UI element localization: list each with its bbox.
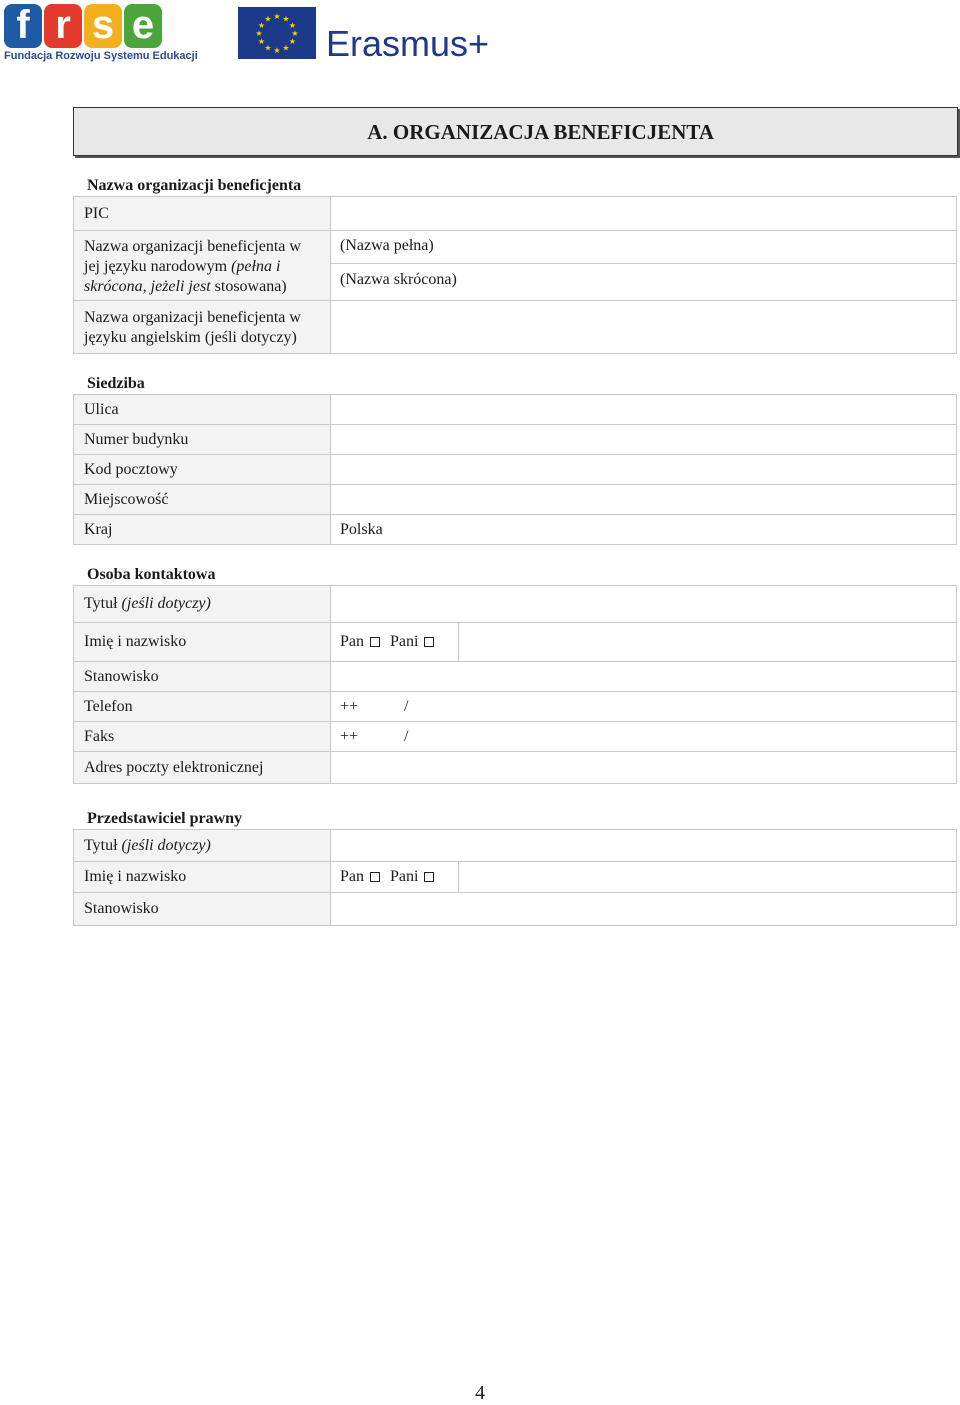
legal-title-row bbox=[73, 829, 957, 862]
legal-position-field[interactable] bbox=[331, 893, 956, 925]
city-label: Miejscowość bbox=[74, 485, 331, 514]
legal-position-label: Stanowisko bbox=[74, 893, 331, 925]
eu-flag-icon bbox=[238, 7, 316, 59]
email-field[interactable] bbox=[331, 752, 956, 783]
pic-label: PIC bbox=[74, 197, 331, 230]
building-field[interactable] bbox=[331, 425, 956, 454]
english-name-label: Nazwa organizacji beneficjenta w języku angielskim (jeśli dotyczy) bbox=[74, 301, 331, 353]
short-name-hint: (Nazwa skrócona) bbox=[340, 271, 457, 288]
legal-title-label: Tytuł (jeśli dotyczy) bbox=[74, 830, 331, 861]
native-name-label: Nazwa organizacji beneficjenta w jej języku narodowym (pełna i skrócona, jeżeli jest stosowana) bbox=[74, 231, 331, 300]
full-name-hint: (Nazwa pełna) bbox=[340, 237, 434, 254]
frse-letter-e: e bbox=[124, 4, 162, 48]
email-row bbox=[73, 752, 957, 784]
contact-title-row bbox=[73, 585, 957, 623]
contact-pan-label: Pan bbox=[340, 633, 364, 650]
legal-pani-label: Pani bbox=[390, 868, 419, 885]
postcode-row bbox=[73, 455, 957, 485]
legal-name-field[interactable] bbox=[331, 862, 956, 892]
phone-prefix: ++ bbox=[340, 697, 359, 715]
fax-row bbox=[73, 722, 957, 752]
svg-text:★: ★ bbox=[291, 29, 299, 38]
legal-pan-checkbox[interactable] bbox=[370, 872, 380, 882]
legal-name-label: Imię i nazwisko bbox=[74, 862, 331, 892]
contact-pan-checkbox[interactable] bbox=[370, 637, 380, 647]
frse-logo bbox=[4, 3, 198, 64]
country-value: Polska bbox=[340, 520, 383, 538]
phone-field[interactable] bbox=[331, 692, 956, 721]
frse-subtitle: Fundacja Rozwoju Systemu Edukacji bbox=[4, 50, 198, 62]
svg-text:★: ★ bbox=[257, 37, 266, 46]
fax-field[interactable] bbox=[331, 722, 956, 751]
legal-gender-selector bbox=[331, 862, 459, 892]
legal-pani-checkbox[interactable] bbox=[424, 872, 434, 882]
svg-text:★: ★ bbox=[273, 12, 281, 21]
fax-label: Faks bbox=[74, 722, 331, 751]
contact-gender-selector bbox=[331, 623, 459, 661]
native-name-field[interactable] bbox=[331, 231, 956, 300]
english-name-row bbox=[73, 301, 957, 354]
postcode-field[interactable] bbox=[331, 455, 956, 484]
native-name-row bbox=[73, 231, 957, 301]
country-field[interactable] bbox=[331, 515, 956, 544]
contact-name-row bbox=[73, 623, 957, 662]
contact-title-label: Tytuł (jeśli dotyczy) bbox=[74, 586, 331, 622]
street-field[interactable] bbox=[331, 395, 956, 424]
svg-text:★: ★ bbox=[288, 21, 297, 30]
svg-text:★: ★ bbox=[288, 37, 297, 46]
building-label: Numer budynku bbox=[74, 425, 331, 454]
legal-heading: Przedstawiciel prawny bbox=[87, 810, 243, 827]
frse-letter-f: f bbox=[4, 4, 42, 48]
org-name-heading: Nazwa organizacji beneficjenta bbox=[87, 177, 302, 194]
email-label: Adres poczty elektronicznej bbox=[74, 752, 331, 783]
postcode-label: Kod pocztowy bbox=[74, 455, 331, 484]
pic-row bbox=[73, 196, 957, 231]
svg-text:★: ★ bbox=[282, 14, 290, 24]
contact-position-field[interactable] bbox=[331, 662, 956, 691]
frse-letter-r: r bbox=[44, 4, 82, 48]
contact-position-label: Stanowisko bbox=[74, 662, 331, 691]
section-title: A. ORGANIZACJA BENEFICJENTA bbox=[367, 120, 714, 144]
contact-title-field[interactable] bbox=[331, 586, 956, 622]
contact-heading: Osoba kontaktowa bbox=[87, 566, 216, 583]
phone-label: Telefon bbox=[74, 692, 331, 721]
svg-text:★: ★ bbox=[264, 43, 272, 53]
legal-name-row bbox=[73, 862, 957, 893]
section-banner bbox=[73, 107, 958, 156]
erasmus-plus-logo: Erasmus+ bbox=[326, 23, 490, 64]
contact-name-field[interactable] bbox=[331, 623, 956, 661]
fax-separator: / bbox=[404, 727, 409, 745]
country-label: Kraj bbox=[74, 515, 331, 544]
phone-row bbox=[73, 692, 957, 722]
page-number: 4 bbox=[475, 1382, 485, 1404]
pic-field[interactable] bbox=[331, 197, 956, 230]
divider bbox=[331, 263, 956, 264]
legal-position-row bbox=[73, 893, 957, 926]
svg-text:★: ★ bbox=[282, 43, 290, 53]
building-row bbox=[73, 425, 957, 455]
contact-position-row bbox=[73, 662, 957, 692]
legal-pan-label: Pan bbox=[340, 868, 364, 885]
seat-heading: Siedziba bbox=[87, 375, 145, 392]
legal-title-field[interactable] bbox=[331, 830, 956, 861]
svg-text:★: ★ bbox=[264, 14, 272, 24]
phone-separator: / bbox=[404, 697, 409, 715]
fax-prefix: ++ bbox=[340, 727, 359, 745]
frse-letter-s: s bbox=[84, 4, 122, 48]
contact-name-label: Imię i nazwisko bbox=[74, 623, 331, 661]
svg-text:★: ★ bbox=[257, 21, 266, 30]
city-row bbox=[73, 485, 957, 515]
country-row bbox=[73, 515, 957, 545]
contact-pani-checkbox[interactable] bbox=[424, 637, 434, 647]
street-label: Ulica bbox=[74, 395, 331, 424]
svg-text:★: ★ bbox=[273, 46, 281, 55]
english-name-field[interactable] bbox=[331, 301, 956, 353]
svg-text:★: ★ bbox=[255, 29, 263, 38]
city-field[interactable] bbox=[331, 485, 956, 514]
contact-pani-label: Pani bbox=[390, 633, 419, 650]
street-row bbox=[73, 394, 957, 425]
